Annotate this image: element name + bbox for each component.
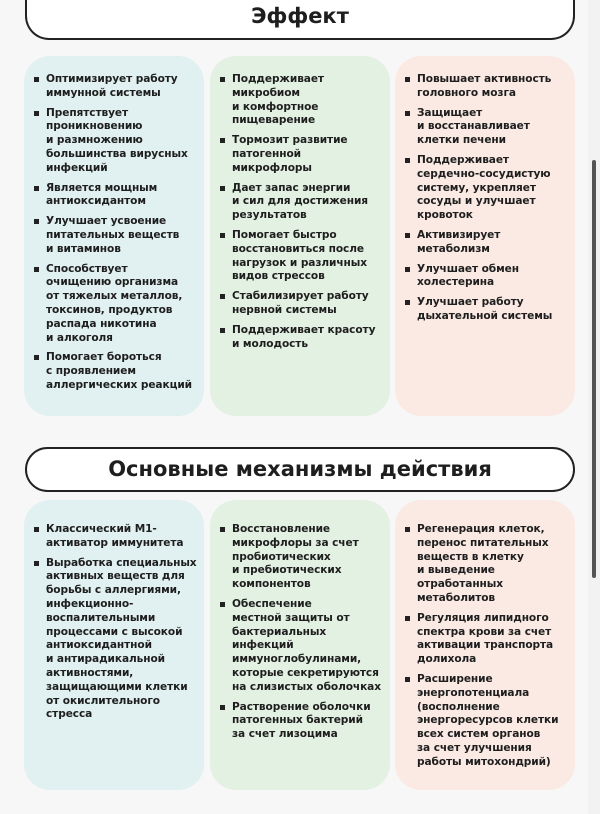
list-item-text: Поддерживает красоту и молодость xyxy=(232,323,376,350)
scrollbar-thumb[interactable] xyxy=(592,160,596,578)
effect-column-digestion xyxy=(210,56,390,416)
bullet-icon xyxy=(220,233,225,238)
bullet-icon xyxy=(34,527,39,532)
list-item xyxy=(34,523,198,551)
mechanism-column-immune xyxy=(24,500,204,790)
list-item xyxy=(405,263,569,291)
list-item xyxy=(220,73,384,128)
list-item xyxy=(34,107,198,176)
bullet-icon xyxy=(34,561,39,566)
list-item xyxy=(405,154,569,223)
mechanism-column-microflora xyxy=(210,500,390,790)
bullet-icon xyxy=(34,219,39,224)
list-item-text: Помогает быстро восстановиться после нагрузок и различных видов стрессов xyxy=(232,228,367,283)
bullet-icon xyxy=(220,328,225,333)
list-item-text: Помогает бороться с проявлением аллергических реакций xyxy=(46,351,192,391)
bullet-icon xyxy=(34,77,39,82)
bullet-icon xyxy=(220,527,225,532)
bullet-icon xyxy=(34,111,39,116)
list-item xyxy=(405,73,569,101)
mechanism-column-cells xyxy=(395,500,575,790)
list-item-text: Стабилизирует работу нервной системы xyxy=(232,290,369,316)
list-item xyxy=(220,290,384,318)
list-item-text: Дает запас энергии и сил для достижения результатов xyxy=(232,181,369,222)
list-item xyxy=(34,263,198,346)
list-item-text: Улучшает обмен холестерина xyxy=(417,262,519,289)
bullet-icon xyxy=(220,186,225,191)
list-item xyxy=(220,229,384,284)
list-item-text: Оптимизирует работу иммунной системы xyxy=(46,73,178,99)
bullet-icon xyxy=(405,77,410,82)
list-item xyxy=(220,324,384,352)
list-item xyxy=(220,701,384,742)
list-item xyxy=(34,351,198,392)
list-item xyxy=(405,107,569,148)
bullet-icon xyxy=(405,233,410,238)
effect-column-organs xyxy=(395,56,575,416)
list-item xyxy=(34,73,198,101)
bullet-icon xyxy=(220,138,225,143)
bullet-icon xyxy=(34,186,39,191)
list-item-text: Является мощным антиоксидантом xyxy=(46,181,158,208)
bullet-icon xyxy=(405,677,410,682)
list-item-text: Регенерация клеток, перенос питательных веществ в клетку и выведение отработанных метаболитов xyxy=(417,523,549,604)
list-item xyxy=(220,134,384,175)
list-item-text: Растворение оболочки патогенных бактерий за счет лизоцима xyxy=(232,700,371,741)
list-item-text: Поддерживает микробиом и комфортное пищеварение xyxy=(232,73,324,127)
bullet-icon xyxy=(405,300,410,305)
list-item-text: Повышает активность головного мозга xyxy=(417,73,552,99)
list-item-text: Восстановление микрофлоры за счет пробиотических и пребиотических компонентов xyxy=(232,523,359,591)
list-item-text: Тормозит развитие патогенной микрофлоры xyxy=(232,134,348,174)
list-item-text: Поддерживает сердечно-сосудистую систему, укрепляет сосуды и улучшает кровоток xyxy=(417,153,551,222)
list-item xyxy=(405,296,569,324)
list-item xyxy=(34,182,198,210)
list-item xyxy=(405,612,569,667)
list-item-text: Активизирует метаболизм xyxy=(417,228,501,255)
list-item xyxy=(220,598,384,695)
bullet-icon xyxy=(220,705,225,710)
section-title-effect: Эффект xyxy=(25,0,575,40)
bullet-icon xyxy=(34,355,39,360)
list-item xyxy=(405,229,569,257)
list-item-text: Обеспечение местной защиты от бактериальных инфекций иммуноглобулинами, которые секретируются на слизистых оболочках xyxy=(232,597,381,693)
list-item-text: Улучшает усвоение питательных веществ и витаминов xyxy=(46,215,180,255)
bullet-icon xyxy=(405,267,410,272)
bullet-icon xyxy=(405,158,410,163)
bullet-icon xyxy=(405,527,410,532)
list-item-text: Улучшает работу дыхательной системы xyxy=(417,296,553,322)
list-item-text: Способствует очищению организма от тяжелых металлов, токсинов, продуктов распада никотина и алкоголя xyxy=(46,262,183,344)
bullet-icon xyxy=(220,602,225,607)
list-item-text: Препятствует проникновению и размножению большинства вирусных инфекций xyxy=(46,106,188,174)
bullet-icon xyxy=(34,267,39,272)
list-item-text: Защищает и восстанавливает клетки печени xyxy=(417,106,530,147)
list-item xyxy=(34,557,198,723)
list-item xyxy=(34,215,198,256)
list-item-text: Выработка специальных активных веществ для борьбы с аллергиями, инфекционно- воспалительными процессами с высокой антиоксидантной и антирадикальной активностями, защищающими клетки от окислительного стресса xyxy=(46,556,197,721)
list-item xyxy=(220,182,384,223)
bullet-icon xyxy=(405,111,410,116)
list-item xyxy=(405,523,569,606)
list-item xyxy=(405,673,569,770)
list-item-text: Расширение энергопотенциала (восполнение энергоресурсов клетки всех систем органов за счет улучшения работы митохондрий) xyxy=(417,672,559,768)
effect-column-immune xyxy=(24,56,204,416)
list-item xyxy=(220,523,384,592)
section-title-mechanisms: Основные механизмы действия xyxy=(25,447,575,492)
bullet-icon xyxy=(220,294,225,299)
bullet-icon xyxy=(405,616,410,621)
bullet-icon xyxy=(220,77,225,82)
list-item-text: Регуляция липидного спектра крови за счет активации транспорта долихола xyxy=(417,611,554,666)
list-item-text: Классический М1- активатор иммунитета xyxy=(46,523,184,549)
